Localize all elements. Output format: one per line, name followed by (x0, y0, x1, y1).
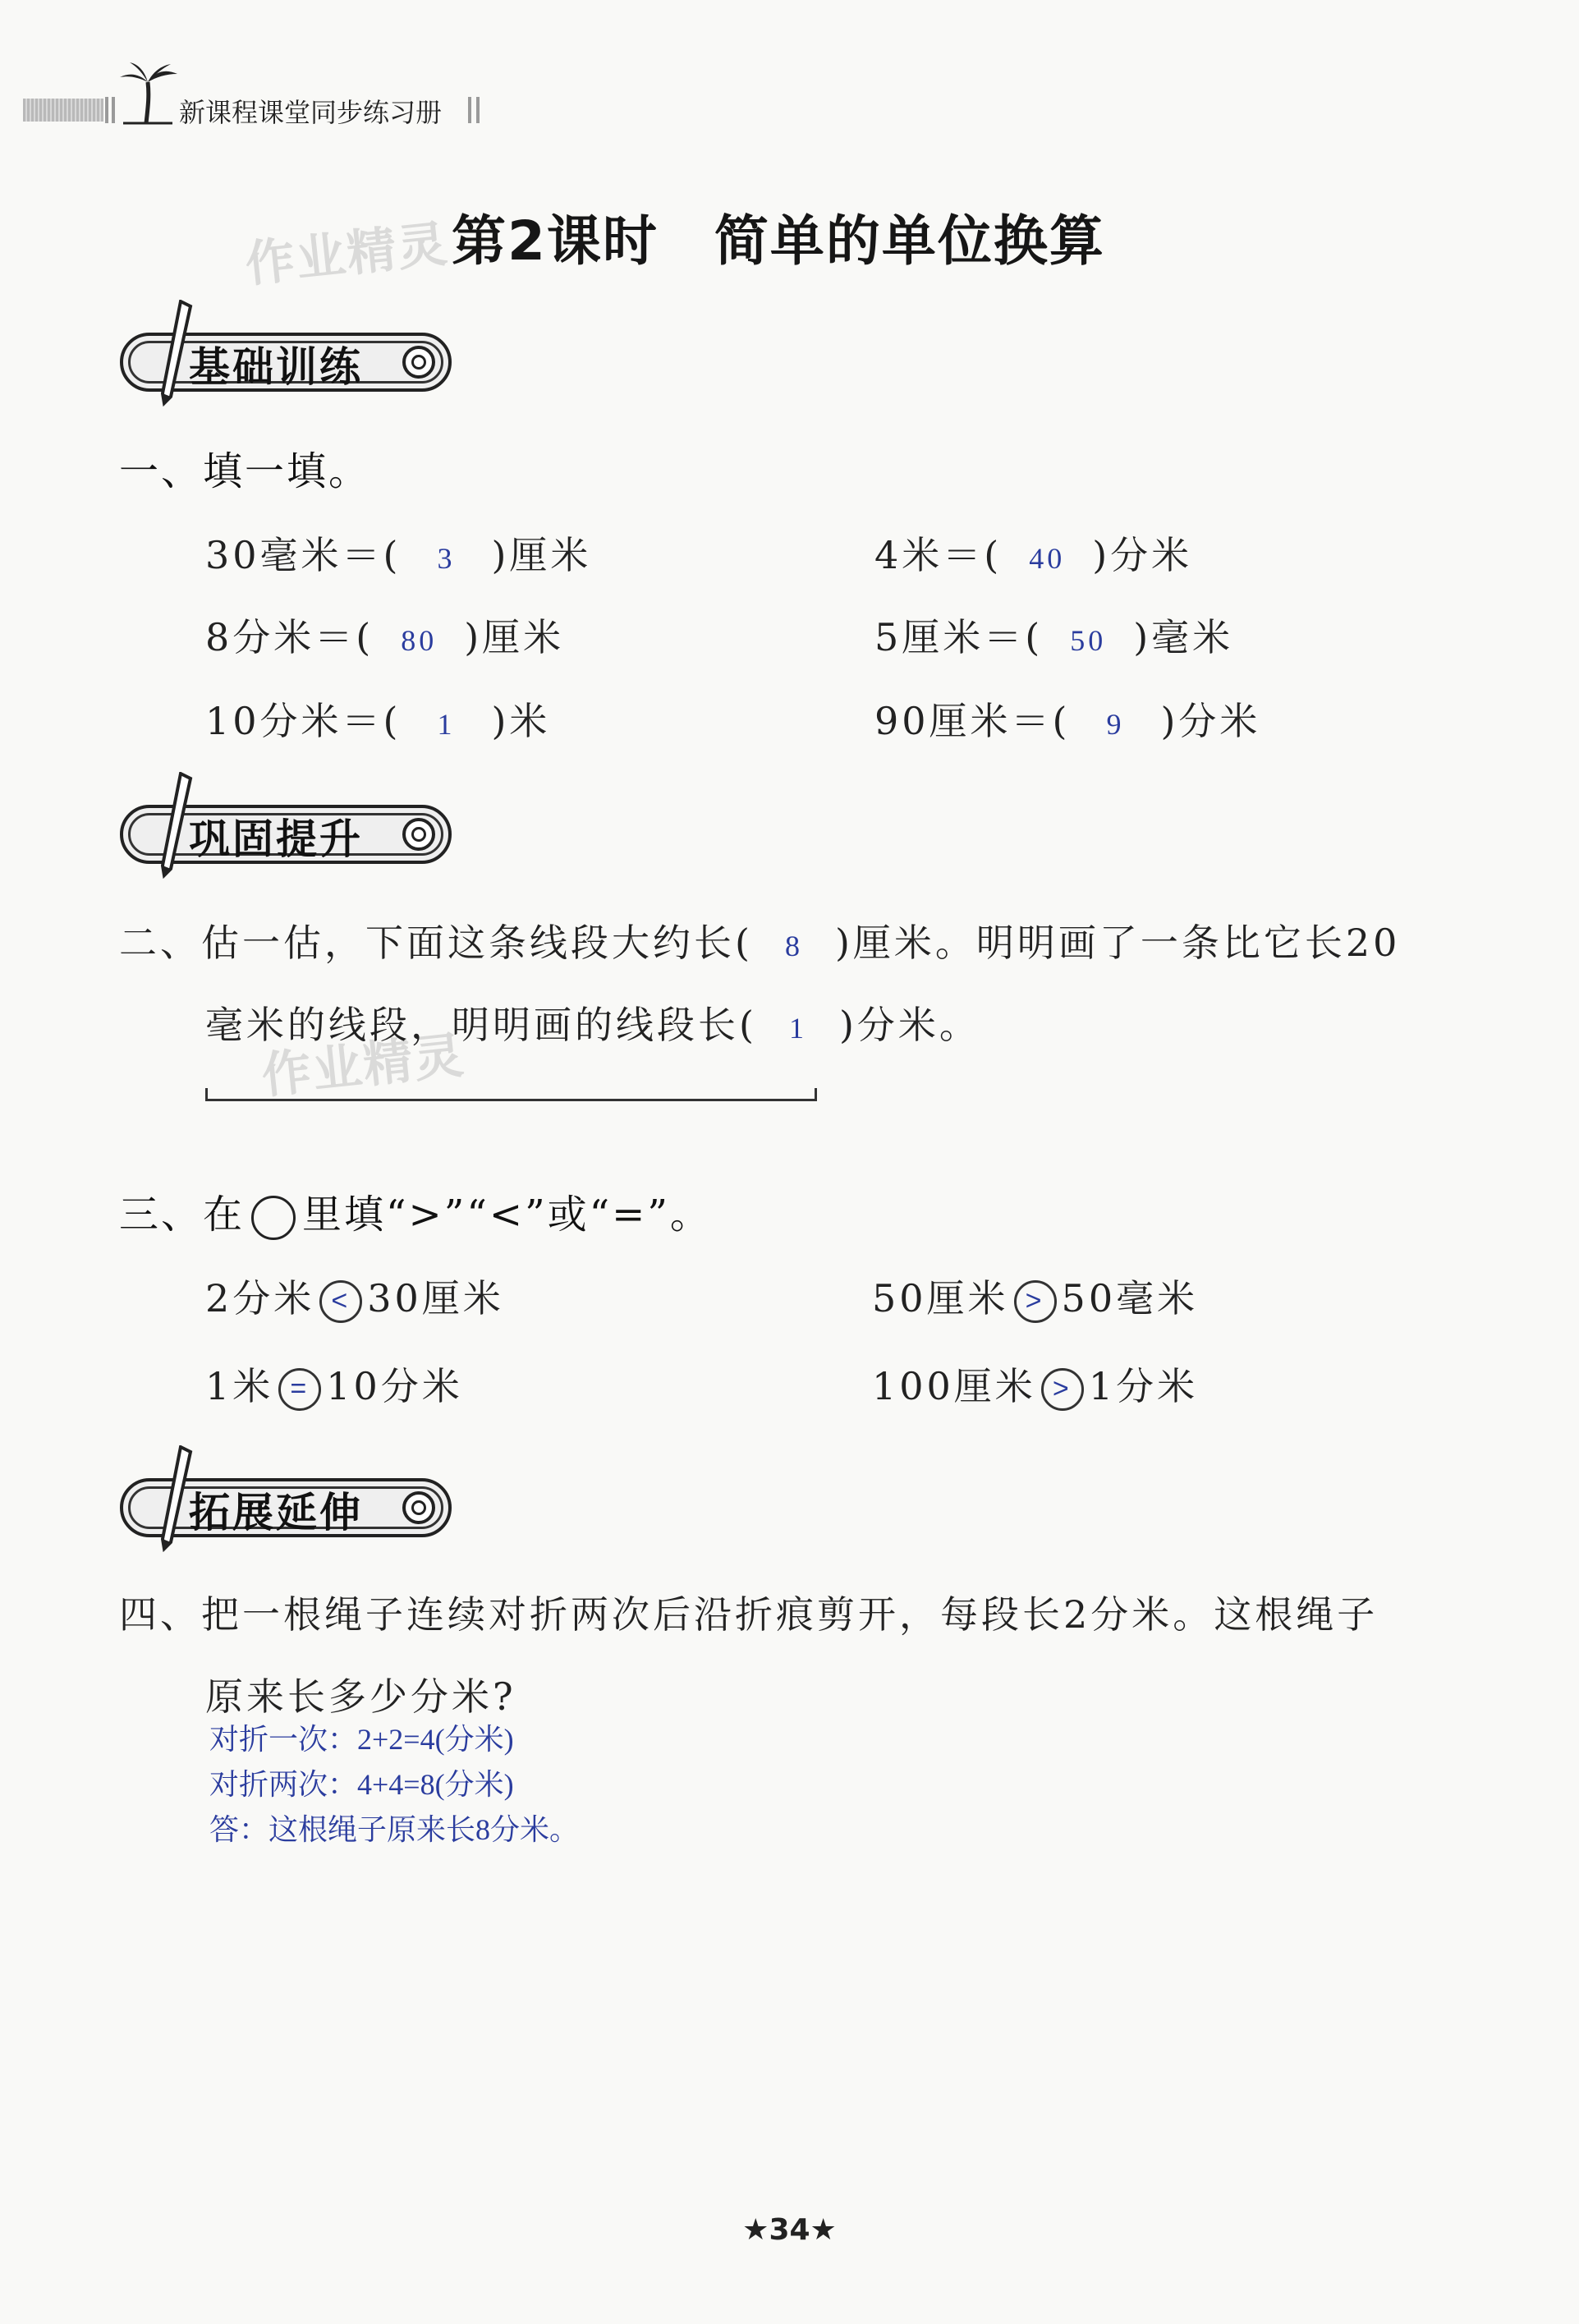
ring-icon (402, 1491, 435, 1524)
q3-item (872, 1269, 1198, 1323)
watermark: 作业精灵 (242, 215, 452, 294)
q3-item (205, 1269, 504, 1323)
q3-item-left: 100厘米 (872, 1364, 1036, 1408)
comparison-answer: = (278, 1368, 321, 1411)
section-title: 拓展延伸 (189, 1489, 363, 1536)
comparison-answer: > (1014, 1280, 1057, 1323)
q1-item (205, 691, 550, 746)
q1-answer: 40 (1029, 542, 1066, 575)
q1-item (874, 526, 1192, 580)
q1-item (874, 691, 1260, 746)
section-banner-basic (115, 324, 460, 400)
q1-item-right: )厘米 (464, 615, 565, 659)
question-3-heading (119, 1183, 712, 1240)
section-banner-consolidate (115, 797, 460, 872)
solution-line: 对折一次：2+2=4(分米) (209, 1723, 514, 1756)
q2-answer-1: 8 (784, 930, 803, 962)
q1-item (874, 608, 1233, 662)
q1-answer: 9 (1106, 708, 1125, 741)
q2-text: )厘米。明明画了一条比它长20 (834, 921, 1401, 965)
section-banner-extend (115, 1470, 460, 1546)
q3-item-left: 1米 (205, 1364, 274, 1408)
q1-item-left: 4米＝( (874, 533, 1003, 577)
header-divider (468, 97, 471, 123)
header-divider (476, 97, 480, 123)
question-2-line-2 (205, 995, 980, 1049)
section-title: 巩固提升 (189, 815, 363, 863)
q1-answer: 1 (437, 708, 456, 741)
header-decor-bar (23, 99, 103, 122)
q3-item-right: 10分米 (326, 1364, 463, 1408)
ring-icon (402, 818, 435, 851)
comparison-answer: < (319, 1280, 362, 1323)
q1-item-left: 30毫米＝( (205, 533, 402, 577)
q3-item (872, 1357, 1198, 1411)
section-title: 基础训练 (189, 343, 363, 391)
q1-item-right: )分米 (1160, 699, 1261, 743)
q2-text: )分米。 (838, 1003, 980, 1047)
ring-icon (402, 346, 435, 379)
q3-item-right: 50毫米 (1061, 1276, 1199, 1320)
q3-item-left: 2分米 (205, 1276, 315, 1320)
q3-head-text: 三、在 (119, 1192, 246, 1238)
solution-line: 对折两次：4+4=8(分米) (209, 1768, 514, 1801)
q1-item-right: )米 (491, 699, 551, 743)
q1-item-left: 5厘米＝( (874, 615, 1044, 659)
q1-item-right: )毫米 (1133, 615, 1234, 659)
q1-item-right: )分米 (1092, 533, 1193, 577)
q1-item-left: 8分米＝( (205, 615, 374, 659)
q2-text: 二、估一估，下面这条线段大约长( (119, 921, 753, 965)
header-divider (105, 97, 108, 123)
q3-item (205, 1357, 463, 1411)
q3-item-right: 30厘米 (367, 1276, 504, 1320)
q2-answer-2: 1 (788, 1012, 807, 1045)
q1-answer: 80 (401, 624, 438, 657)
line-segment (205, 1088, 817, 1101)
question-4-line-2: 原来长多少分米? (205, 1674, 516, 1719)
q2-text: 毫米的线段，明明画的线段长( (205, 1003, 757, 1047)
page-number: ★34★ (742, 2213, 837, 2247)
question-1-heading: 一、填一填。 (119, 448, 371, 494)
q1-item (205, 526, 591, 580)
comparison-answer: > (1041, 1368, 1084, 1411)
q1-item-right: )厘米 (491, 533, 592, 577)
q1-item-left: 10分米＝( (205, 699, 402, 743)
lesson-title: 第2课时 简单的单位换算 (452, 209, 1105, 273)
q1-item-left: 90厘米＝( (874, 699, 1071, 743)
palm-tree-icon (115, 59, 181, 125)
q3-head-text: 里填“>”“<”或“=”。 (302, 1192, 712, 1238)
solution-line: 答：这根绳子原来长8分米。 (209, 1813, 580, 1846)
q3-item-right: 1分米 (1088, 1364, 1199, 1408)
q1-item (205, 608, 564, 662)
q1-answer: 50 (1070, 624, 1107, 657)
circle-icon (251, 1196, 296, 1240)
watermark: 作业精灵 (259, 1027, 468, 1105)
q3-item-left: 50厘米 (872, 1276, 1009, 1320)
question-4-line-1: 四、把一根绳子连续对折两次后沿折痕剪开，每段长2分米。这根绳子 (119, 1592, 1379, 1637)
question-2-line-1 (119, 913, 1400, 967)
q1-answer: 3 (437, 542, 456, 575)
book-title: 新课程课堂同步练习册 (179, 97, 443, 128)
